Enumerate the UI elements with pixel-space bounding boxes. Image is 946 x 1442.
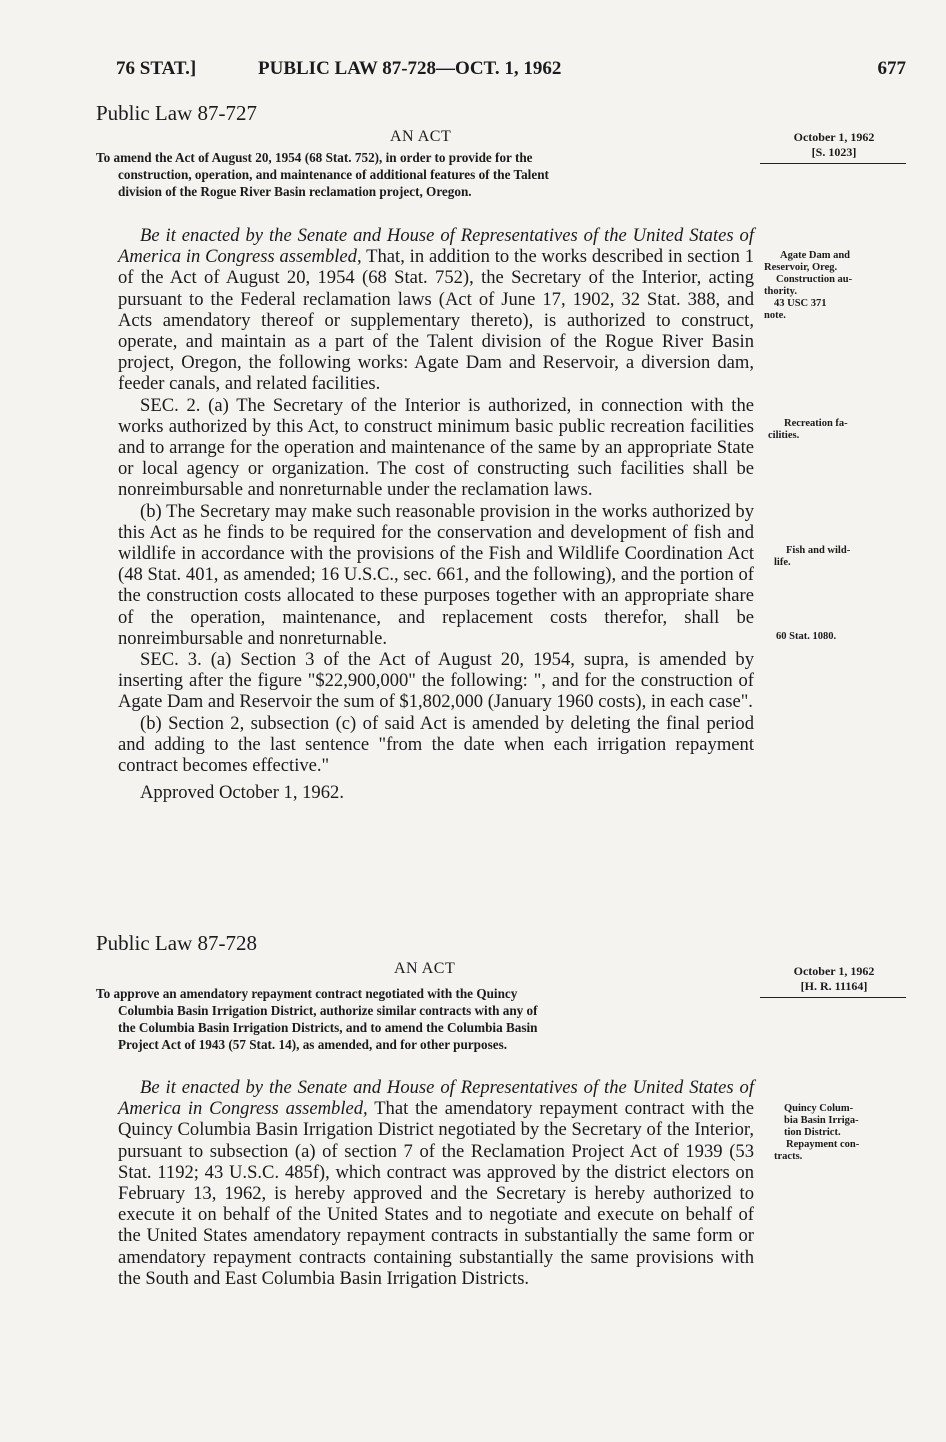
law1-section-1-text: That, in addition to the works described in section 1 of the Act of August 20, 1954 (68 Stat. 752), the Secretary of the Interior, acting pursuant to the Federal reclamation laws (Act of June 17, 1902, 32 Stat. 388, and Acts amendatory thereof or supplementary thereto), is authorized to construct, operate, and maintain as a part of the Talent division of the Rogue River Basin project, Oregon, the following works: Agate Dam and Reservoir, a diversion dam, feeder canals, and related facilities. (118, 246, 754, 395)
header-statute-ref: 76 STAT.] (116, 58, 197, 79)
law1-approved: Approved October 1, 1962. (140, 782, 344, 804)
law1-purpose-line-2: construction, operation, and maintenance of additional features of the Talent (118, 167, 549, 182)
header-title: PUBLIC LAW 87-728—OCT. 1, 1962 (258, 58, 562, 79)
law2-purpose (96, 985, 756, 1053)
running-header (116, 58, 906, 84)
law2-purpose-line-3: the Columbia Basin Irrigation Districts, and to amend the Columbia Basin (118, 1020, 538, 1035)
law1-bill-number: [S. 1023] (811, 145, 857, 159)
law1-section-3b: (b) Section 2, subsection (c) of said Act is amended by deleting the final period and adding to the last sentence "from the date when each irrigation repayment contract becomes effective." (118, 712, 754, 777)
law1-section-3a: SEC. 3. (a) Section 3 of the Act of August 20, 1954, supra, is amended by inserting after the figure "$22,900,000" the following: ", and for the construction of Agate Dam and Reservoir the sum of $1,802,000 (January 1960 costs), in each case". (118, 649, 754, 713)
law2-purpose-line-1: To approve an amendatory repayment contract negotiated with the Quincy (96, 986, 518, 1001)
law2-section-1 (118, 1077, 754, 1289)
law2-bill-number: [H. R. 11164] (800, 979, 868, 993)
margin-note-recreation: Recreation fa- cilities. (768, 418, 848, 441)
law1-an-act: AN ACT (390, 128, 452, 145)
margin-note-fish-wildlife: Fish and wild- life. (774, 545, 851, 568)
law1-section-2a: SEC. 2. (a) The Secretary of the Interior is authorized, in connection with the works authorized by this Act, to construct minimum basic public recreation facilities and to arrange for the operation and maintenance of the same by an appropriate State or local agency or organization. The cost of constructing such facilities shall be nonreimbursable and nonreturnable under the reclamation laws. (118, 394, 754, 501)
law2-purpose-line-4: Project Act of 1943 (57 Stat. 14), as amended, and for other purposes. (118, 1037, 508, 1052)
margin-note-60-stat: 60 Stat. 1080. (776, 631, 837, 642)
page-number: 677 (877, 58, 906, 79)
margin-note-quincy: Quincy Colum- bia Basin Irriga- tion District. Repayment con- tracts. (774, 1103, 860, 1162)
law2-title: Public Law 87-728 (96, 931, 257, 955)
law1-title: Public Law 87-727 (96, 101, 257, 125)
law2-body (118, 1077, 754, 1289)
law1-section-2b: (b) The Secretary may make such reasonable provision in the works authorized by this Act as he finds to be required for the conservation and development of fish and wildlife in accordance with the provisions of the Fish and Wildlife Coordination Act (48 Stat. 401, as amended; 16 U.S.C., sec. 661, and the following), and the portion of the construction costs allocated to these purposes together with an appropriate share of the operation, maintenance, and replacement costs therefor, shall be nonreimbursable and nonreturnable. (118, 500, 754, 649)
law2-enacting-clause: Be it enacted by the Senate and House of Representatives of the United States of America in Congress assembled, (118, 1077, 754, 1120)
law2-date-block (760, 964, 908, 994)
law1-purpose-line-3: division of the Rogue River Basin reclamation project, Oregon. (118, 184, 472, 199)
law1-date-rule (760, 163, 906, 164)
law1-date-block (760, 130, 908, 160)
law1-enacting-clause: Be it enacted by the Senate and House of Representatives of the United States of America in Congress assembled, (118, 225, 754, 268)
margin-note-agate-dam: Agate Dam and Reservoir, Oreg. Construction au- thority. 43 USC 371 note. (764, 250, 853, 321)
law1-purpose-line-1: To amend the Act of August 20, 1954 (68 Stat. 752), in order to provide for the (96, 150, 533, 165)
law1-purpose (96, 149, 756, 200)
law2-date: October 1, 1962 (793, 964, 875, 978)
law1-date: October 1, 1962 (793, 130, 875, 144)
law1-body (118, 225, 754, 803)
law2-purpose-line-2: Columbia Basin Irrigation District, authorize similar contracts with any of (118, 1003, 538, 1018)
law2-an-act: AN ACT (394, 960, 456, 977)
law2-date-rule (760, 997, 906, 998)
law2-section-1-text: That the amendatory repayment contract with the Quincy Columbia Basin Irrigation District negotiated by the Secretary of the Interior, pursuant to subsection (a) of section 7 of the Reclamation Project Act of 1939 (53 Stat. 1192; 43 U.S.C. 485f), which contract was approved by the district electors on February 13, 1962, is hereby approved and the Secretary is hereby authorized to execute it on behalf of the United States and to negotiate and execute on behalf of the United States amendatory repayment contracts in substantially the same form or amendatory repayment contracts containing substantially the same provisions with the South and East Columbia Basin Irrigation Districts. (118, 1098, 754, 1289)
law1-section-1 (118, 225, 754, 395)
